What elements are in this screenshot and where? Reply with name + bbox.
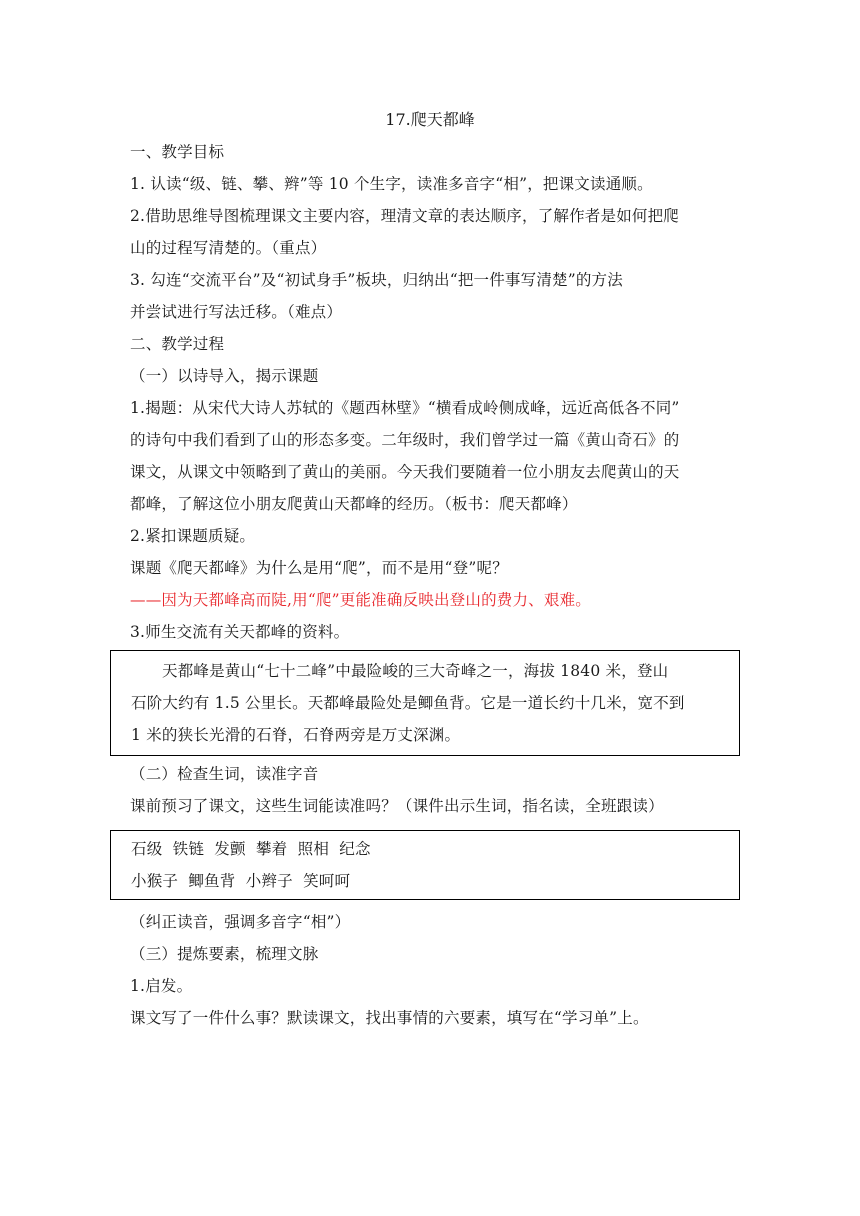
intro-line-3: 课文，从课文中领略到了黄山的美丽。今天我们要随着一位小朋友去爬黄山的天 xyxy=(130,463,680,481)
info-line-1: 天都峰是黄山“七十二峰”中最险峻的三大奇峰之一，海拔 1840 米，登山 xyxy=(162,662,669,680)
word-line-1: 石级 铁链 发颤 攀着 照相 纪念 xyxy=(131,840,371,858)
intro-line-4: 都峰，了解这位小朋友爬黄山天都峰的经历。（板书：爬天都峰） xyxy=(130,495,578,513)
section-2-line: 课前预习了课文，这些生词能读准吗？（课件出示生词，指名读，全班跟读） xyxy=(130,797,664,815)
goal-2-line-2: 山的过程写清楚的。（重点） xyxy=(130,239,327,257)
section-3-heading: （三）提炼要素，梳理文脉 xyxy=(130,945,319,963)
goal-2-line-1: 2.借助思维导图梳理课文主要内容，理清文章的表达顺序，了解作者是如何把爬 xyxy=(130,207,679,225)
heading-teaching-goals: 一、教学目标 xyxy=(130,143,225,161)
answer-line: ——因为天都峰高而陡,用“爬”更能准确反映出登山的费力、艰难。 xyxy=(130,591,591,609)
intro-line-2: 的诗句中我们看到了山的形态多变。二年级时，我们曾学过一篇《黄山奇石》的 xyxy=(130,431,680,449)
section-2-heading: （二）检查生词，读准字音 xyxy=(130,765,319,783)
word-box xyxy=(110,830,740,900)
info-line-3: 1 米的狭长光滑的石脊，石脊两旁是万丈深渊。 xyxy=(131,726,461,744)
goal-3-line-2: 并尝试进行写法迁移。（难点） xyxy=(130,303,343,321)
goal-1: 1. 认读“级、链、攀、辫”等 10 个生字，读准多音字“相”，把课文读通顺。 xyxy=(130,175,653,193)
inspire-step: 1.启发。 xyxy=(130,977,193,995)
info-box xyxy=(110,650,740,756)
intro-line-1: 1.揭题：从宋代大诗人苏轼的《题西林壁》“横看成岭侧成峰，远近高低各不同” xyxy=(130,399,680,417)
question-line: 课题《爬天都峰》为什么是用“爬”，而不是用“登”呢？ xyxy=(130,559,508,577)
info-line-2: 石阶大约有 1.5 公里长。天都峰最险处是鲫鱼背。它是一道长约十几米，宽不到 xyxy=(131,694,685,712)
document-body xyxy=(130,104,730,1034)
inspire-line: 课文写了一件什么事？默读课文，找出事情的六要素，填写在“学习单”上。 xyxy=(130,1009,649,1027)
word-line-2: 小猴子 鲫鱼背 小辫子 笑呵呵 xyxy=(131,872,351,890)
question-step: 2.紧扣课题质疑。 xyxy=(130,527,256,545)
exchange-step: 3.师生交流有关天都峰的资料。 xyxy=(130,623,350,641)
pronunciation-note: （纠正读音，强调多音字“相”） xyxy=(130,913,351,931)
heading-teaching-process: 二、教学过程 xyxy=(130,335,225,353)
goal-3-line-1: 3. 勾连“交流平台”及“初试身手”板块，归纳出“把一件事写清楚”的方法 xyxy=(130,271,623,289)
section-1-heading: （一）以诗导入，揭示课题 xyxy=(130,367,319,385)
lesson-title: 17.爬天都峰 xyxy=(385,110,475,129)
